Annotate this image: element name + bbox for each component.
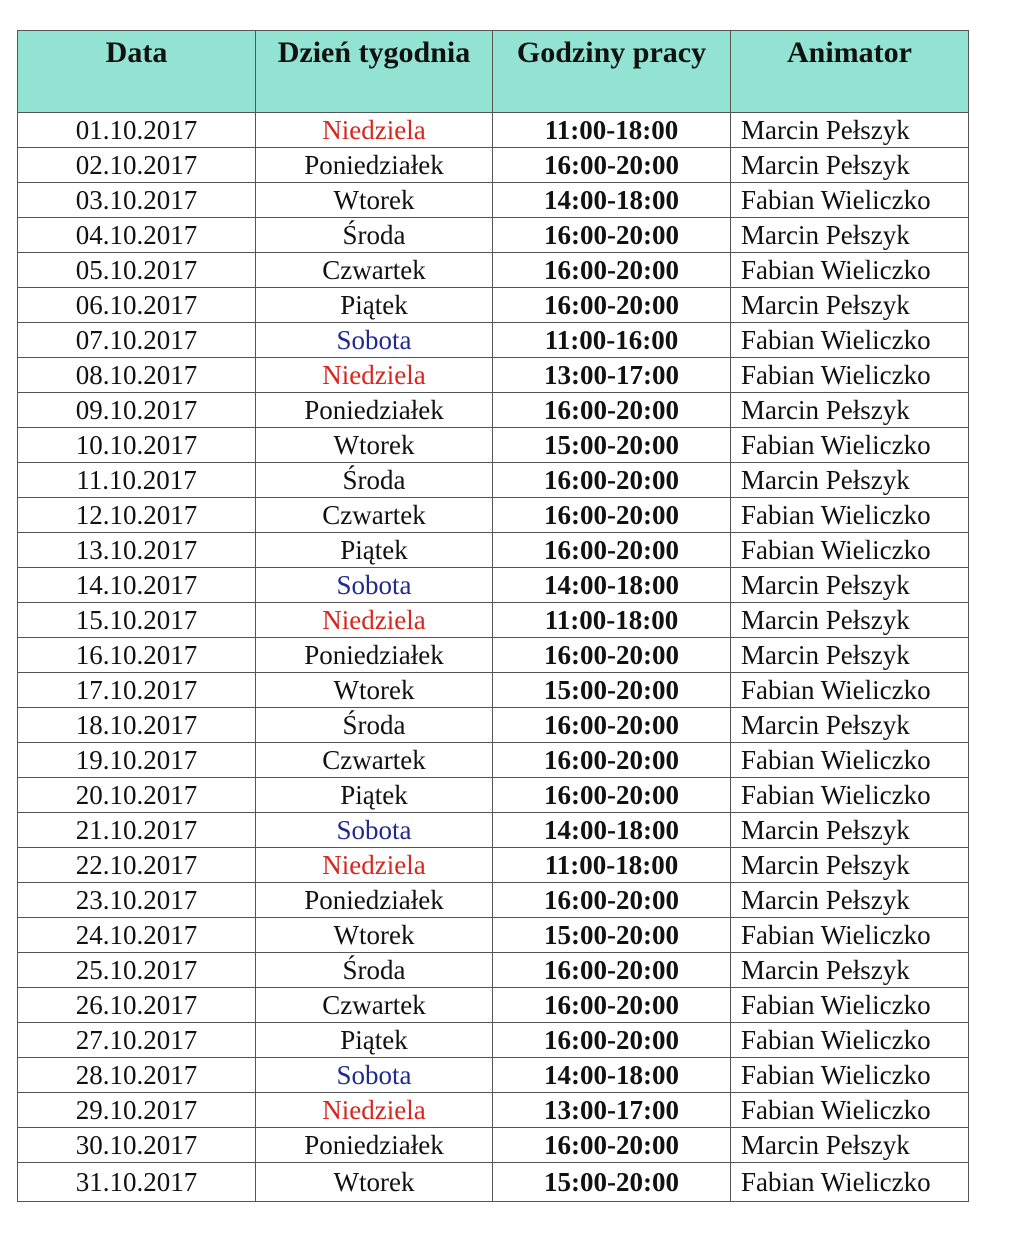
day-cell: Piątek <box>256 778 493 813</box>
table-row <box>18 568 969 603</box>
hours-cell: 16:00-20:00 <box>493 218 731 253</box>
hours-cell: 15:00-20:00 <box>493 918 731 953</box>
date-cell: 13.10.2017 <box>18 533 256 568</box>
date-cell: 01.10.2017 <box>18 113 256 148</box>
table-row <box>18 743 969 778</box>
animator-cell: Marcin Pełszyk <box>731 708 969 743</box>
hours-cell: 16:00-20:00 <box>493 743 731 778</box>
table-row <box>18 533 969 568</box>
table-row <box>18 323 969 358</box>
hours-cell: 11:00-16:00 <box>493 323 731 358</box>
table-row <box>18 638 969 673</box>
day-cell: Środa <box>256 218 493 253</box>
day-cell: Sobota <box>256 568 493 603</box>
hours-cell: 16:00-20:00 <box>493 638 731 673</box>
day-cell: Piątek <box>256 288 493 323</box>
day-cell: Niedziela <box>256 848 493 883</box>
day-cell: Środa <box>256 708 493 743</box>
hours-cell: 16:00-20:00 <box>493 778 731 813</box>
hours-cell: 16:00-20:00 <box>493 988 731 1023</box>
hours-cell: 11:00-18:00 <box>493 603 731 638</box>
table-row <box>18 113 969 148</box>
animator-cell: Fabian Wieliczko <box>731 533 969 568</box>
day-cell: Poniedziałek <box>256 638 493 673</box>
date-cell: 23.10.2017 <box>18 883 256 918</box>
animator-cell: Marcin Pełszyk <box>731 113 969 148</box>
date-cell: 27.10.2017 <box>18 1023 256 1058</box>
table-row <box>18 778 969 813</box>
date-cell: 07.10.2017 <box>18 323 256 358</box>
hours-cell: 13:00-17:00 <box>493 1093 731 1128</box>
table-row <box>18 148 969 183</box>
day-cell: Niedziela <box>256 113 493 148</box>
animator-cell: Marcin Pełszyk <box>731 953 969 988</box>
header-animator: Animator <box>731 31 969 113</box>
animator-cell: Fabian Wieliczko <box>731 778 969 813</box>
date-cell: 14.10.2017 <box>18 568 256 603</box>
date-cell: 30.10.2017 <box>18 1128 256 1163</box>
date-cell: 29.10.2017 <box>18 1093 256 1128</box>
animator-cell: Marcin Pełszyk <box>731 148 969 183</box>
day-cell: Sobota <box>256 1058 493 1093</box>
table-row <box>18 1093 969 1128</box>
animator-cell: Marcin Pełszyk <box>731 813 969 848</box>
table-header <box>18 31 969 113</box>
hours-cell: 16:00-20:00 <box>493 953 731 988</box>
date-cell: 21.10.2017 <box>18 813 256 848</box>
date-cell: 02.10.2017 <box>18 148 256 183</box>
header-date: Data <box>18 31 256 113</box>
table-row <box>18 813 969 848</box>
animator-cell: Fabian Wieliczko <box>731 183 969 218</box>
date-cell: 09.10.2017 <box>18 393 256 428</box>
day-cell: Poniedziałek <box>256 883 493 918</box>
date-cell: 20.10.2017 <box>18 778 256 813</box>
header-hours: Godziny pracy <box>493 31 731 113</box>
date-cell: 11.10.2017 <box>18 463 256 498</box>
date-cell: 10.10.2017 <box>18 428 256 463</box>
animator-cell: Fabian Wieliczko <box>731 918 969 953</box>
table-row <box>18 183 969 218</box>
animator-cell: Marcin Pełszyk <box>731 288 969 323</box>
table-row <box>18 848 969 883</box>
animator-cell: Fabian Wieliczko <box>731 673 969 708</box>
animator-cell: Fabian Wieliczko <box>731 1023 969 1058</box>
animator-cell: Marcin Pełszyk <box>731 463 969 498</box>
date-cell: 18.10.2017 <box>18 708 256 743</box>
hours-cell: 11:00-18:00 <box>493 848 731 883</box>
day-cell: Czwartek <box>256 253 493 288</box>
table-row <box>18 428 969 463</box>
table-row <box>18 1128 969 1163</box>
hours-cell: 14:00-18:00 <box>493 183 731 218</box>
hours-cell: 14:00-18:00 <box>493 1058 731 1093</box>
date-cell: 05.10.2017 <box>18 253 256 288</box>
table-row <box>18 498 969 533</box>
hours-cell: 16:00-20:00 <box>493 533 731 568</box>
animator-cell: Fabian Wieliczko <box>731 253 969 288</box>
day-cell: Piątek <box>256 1023 493 1058</box>
day-cell: Czwartek <box>256 498 493 533</box>
date-cell: 25.10.2017 <box>18 953 256 988</box>
day-cell: Wtorek <box>256 183 493 218</box>
animator-cell: Fabian Wieliczko <box>731 428 969 463</box>
header-row <box>18 31 969 113</box>
hours-cell: 16:00-20:00 <box>493 498 731 533</box>
date-cell: 31.10.2017 <box>18 1163 256 1202</box>
animator-cell: Marcin Pełszyk <box>731 883 969 918</box>
animator-cell: Fabian Wieliczko <box>731 988 969 1023</box>
date-cell: 15.10.2017 <box>18 603 256 638</box>
table-body <box>18 113 969 1202</box>
hours-cell: 11:00-18:00 <box>493 113 731 148</box>
day-cell: Wtorek <box>256 918 493 953</box>
table-row <box>18 1163 969 1202</box>
day-cell: Środa <box>256 463 493 498</box>
animator-cell: Fabian Wieliczko <box>731 323 969 358</box>
hours-cell: 15:00-20:00 <box>493 428 731 463</box>
animator-cell: Fabian Wieliczko <box>731 1058 969 1093</box>
day-cell: Wtorek <box>256 428 493 463</box>
date-cell: 08.10.2017 <box>18 358 256 393</box>
animator-cell: Fabian Wieliczko <box>731 743 969 778</box>
day-cell: Poniedziałek <box>256 1128 493 1163</box>
date-cell: 17.10.2017 <box>18 673 256 708</box>
hours-cell: 14:00-18:00 <box>493 568 731 603</box>
hours-cell: 16:00-20:00 <box>493 288 731 323</box>
day-cell: Poniedziałek <box>256 393 493 428</box>
day-cell: Czwartek <box>256 988 493 1023</box>
hours-cell: 16:00-20:00 <box>493 1023 731 1058</box>
day-cell: Czwartek <box>256 743 493 778</box>
table-row <box>18 918 969 953</box>
date-cell: 24.10.2017 <box>18 918 256 953</box>
hours-cell: 14:00-18:00 <box>493 813 731 848</box>
day-cell: Piątek <box>256 533 493 568</box>
animator-cell: Fabian Wieliczko <box>731 498 969 533</box>
table-row <box>18 463 969 498</box>
day-cell: Sobota <box>256 323 493 358</box>
hours-cell: 16:00-20:00 <box>493 148 731 183</box>
animator-cell: Marcin Pełszyk <box>731 218 969 253</box>
day-cell: Sobota <box>256 813 493 848</box>
header-day: Dzień tygodnia <box>256 31 493 113</box>
hours-cell: 15:00-20:00 <box>493 1163 731 1202</box>
table-row <box>18 288 969 323</box>
table-row <box>18 883 969 918</box>
date-cell: 12.10.2017 <box>18 498 256 533</box>
date-cell: 28.10.2017 <box>18 1058 256 1093</box>
table-row <box>18 708 969 743</box>
date-cell: 04.10.2017 <box>18 218 256 253</box>
table-row <box>18 988 969 1023</box>
date-cell: 06.10.2017 <box>18 288 256 323</box>
animator-cell: Fabian Wieliczko <box>731 1163 969 1202</box>
date-cell: 22.10.2017 <box>18 848 256 883</box>
date-cell: 26.10.2017 <box>18 988 256 1023</box>
animator-cell: Fabian Wieliczko <box>731 358 969 393</box>
table-row <box>18 253 969 288</box>
animator-cell: Fabian Wieliczko <box>731 1093 969 1128</box>
table-row <box>18 1023 969 1058</box>
table-row <box>18 603 969 638</box>
day-cell: Środa <box>256 953 493 988</box>
day-cell: Poniedziałek <box>256 148 493 183</box>
table-row <box>18 218 969 253</box>
hours-cell: 16:00-20:00 <box>493 393 731 428</box>
hours-cell: 15:00-20:00 <box>493 673 731 708</box>
date-cell: 16.10.2017 <box>18 638 256 673</box>
day-cell: Niedziela <box>256 1093 493 1128</box>
hours-cell: 16:00-20:00 <box>493 708 731 743</box>
table-row <box>18 393 969 428</box>
day-cell: Wtorek <box>256 673 493 708</box>
day-cell: Wtorek <box>256 1163 493 1202</box>
table-row <box>18 673 969 708</box>
hours-cell: 16:00-20:00 <box>493 1128 731 1163</box>
schedule-table <box>17 30 969 1202</box>
animator-cell: Marcin Pełszyk <box>731 848 969 883</box>
animator-cell: Marcin Pełszyk <box>731 1128 969 1163</box>
date-cell: 03.10.2017 <box>18 183 256 218</box>
table-row <box>18 953 969 988</box>
table-row <box>18 358 969 393</box>
hours-cell: 16:00-20:00 <box>493 463 731 498</box>
animator-cell: Marcin Pełszyk <box>731 393 969 428</box>
hours-cell: 16:00-20:00 <box>493 253 731 288</box>
table-row <box>18 1058 969 1093</box>
date-cell: 19.10.2017 <box>18 743 256 778</box>
animator-cell: Marcin Pełszyk <box>731 568 969 603</box>
hours-cell: 16:00-20:00 <box>493 883 731 918</box>
animator-cell: Marcin Pełszyk <box>731 603 969 638</box>
day-cell: Niedziela <box>256 358 493 393</box>
hours-cell: 13:00-17:00 <box>493 358 731 393</box>
animator-cell: Marcin Pełszyk <box>731 638 969 673</box>
day-cell: Niedziela <box>256 603 493 638</box>
